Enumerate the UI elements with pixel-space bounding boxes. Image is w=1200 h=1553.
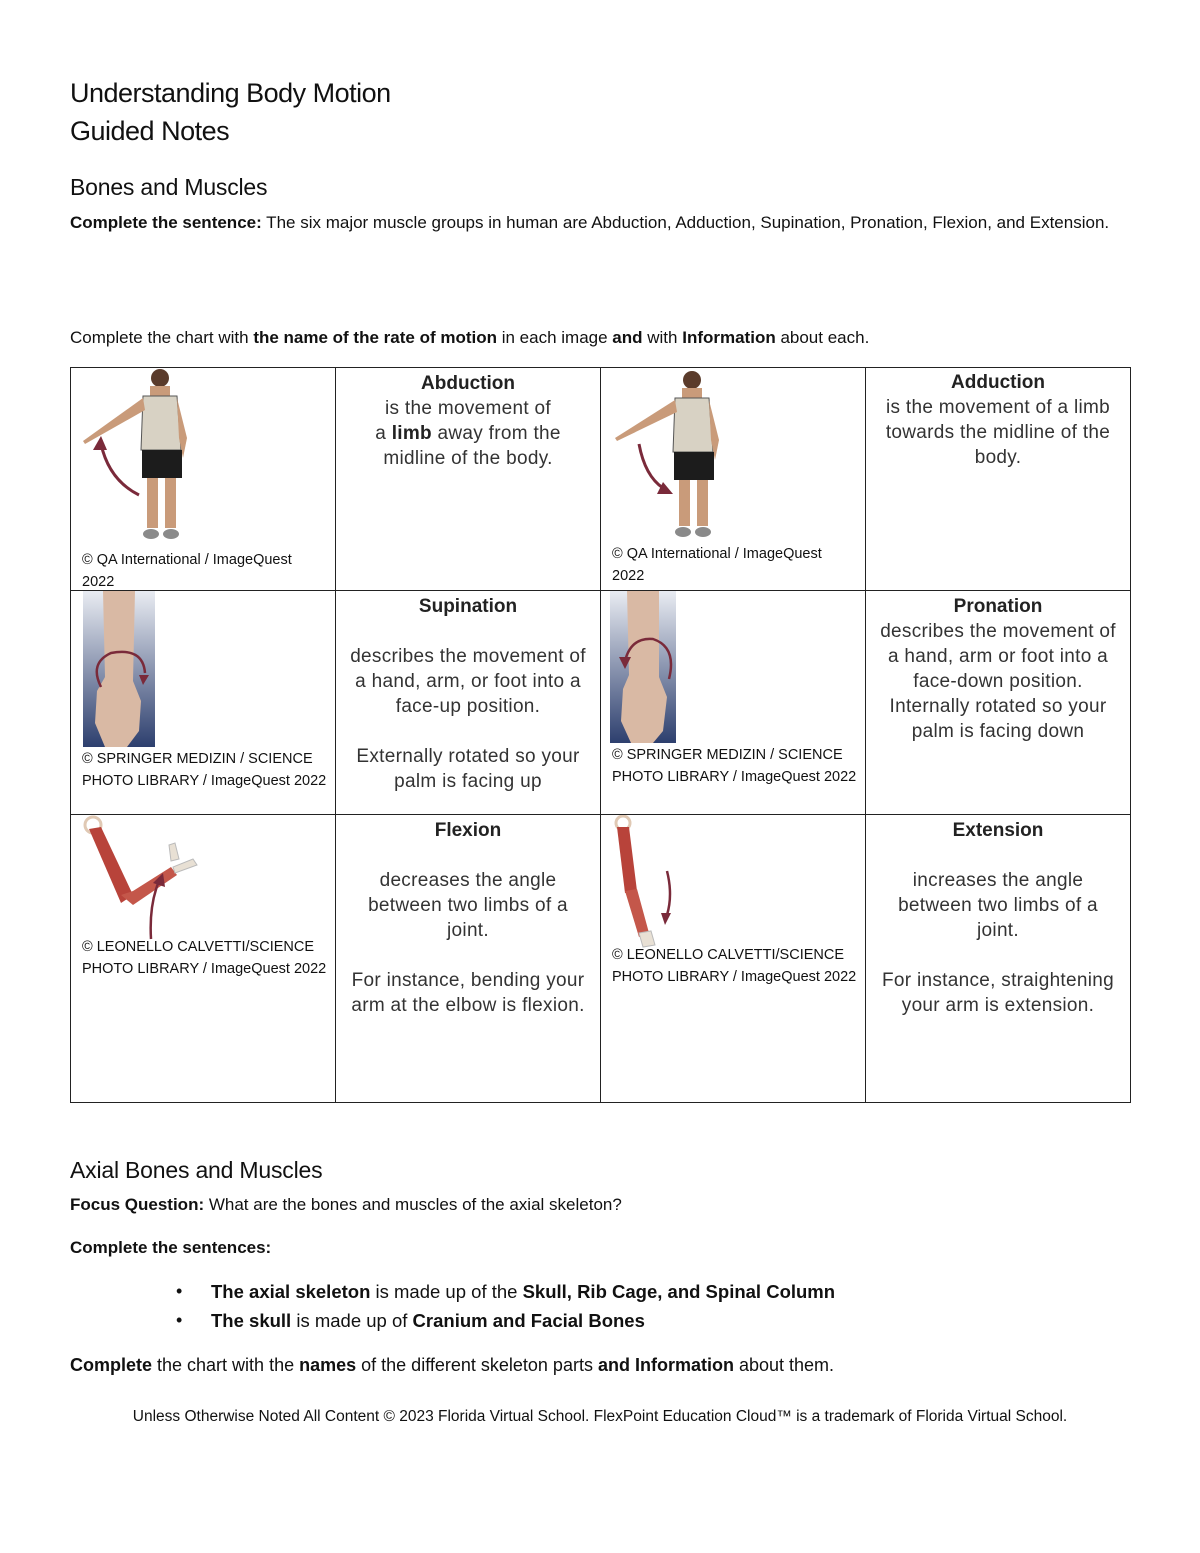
extension-image-cell <box>601 815 866 1103</box>
adduction-figure-image <box>601 368 863 544</box>
instr-text-3: with <box>642 328 683 347</box>
pronation-term: Pronation <box>953 596 1043 617</box>
pronation-image-credit: © SPRINGER MEDIZIN / SCIENCE PHOTO LIBRARY / ImageQuest 2022 <box>612 747 857 785</box>
flexion-description-cell <box>336 815 601 1103</box>
flexion-text-1: decreases the angle between two limbs of a joint. <box>368 870 568 941</box>
pronation-image-cell <box>601 591 866 815</box>
skeleton-chart-instructions <box>70 1351 1130 1380</box>
instr-text-4: about each. <box>775 328 870 347</box>
section-heading-bones-muscles: Bones and Muscles <box>70 174 268 200</box>
focus-question <box>70 1190 1130 1219</box>
abduction-line-2 <box>346 421 590 471</box>
flexion-arm-image <box>71 815 333 945</box>
complete-sentence-text: The six major muscle groups in human are Abduction, Adduction, Supination, Pronation, Flexion, and Extension. <box>261 213 1110 232</box>
abduction-line-2-bold: limb <box>391 423 432 444</box>
complete-sentences-label <box>70 1233 1130 1262</box>
title-line-1: Understanding Body Motion <box>70 78 391 108</box>
skel-instr-bold-2: names <box>299 1355 357 1375</box>
adduction-image-cell <box>601 368 866 591</box>
skel-instr-text-2: of the different skeleton parts <box>356 1355 598 1375</box>
supination-text-1: describes the movement of a hand, arm, or foot into a face-up position. <box>350 646 586 717</box>
body-motion-chart <box>70 367 1131 1103</box>
skel-instr-text-3: about them. <box>733 1355 835 1375</box>
abduction-line-2-post: away from the midline of the body. <box>383 423 561 469</box>
bullet-2-bold-2: Cranium and Facial Bones <box>412 1310 645 1331</box>
chart-row-supination-pronation <box>71 591 1131 815</box>
adduction-term: Adduction <box>951 372 1045 393</box>
supination-hand-image <box>71 591 333 751</box>
supination-image-credit: © SPRINGER MEDIZIN / SCIENCE PHOTO LIBRARY / ImageQuest 2022 <box>82 751 327 789</box>
supination-image-cell <box>71 591 336 815</box>
abduction-description-cell <box>336 368 601 591</box>
abduction-figure-image <box>71 368 333 548</box>
document-title <box>70 74 391 150</box>
bullet-2-text: is made up of <box>291 1310 413 1331</box>
instr-bold-1: the name of the rate of motion <box>253 328 497 347</box>
complete-sentence-label: Complete the sentence: <box>70 213 262 232</box>
axial-bullet-list <box>176 1277 835 1335</box>
page-footer: Unless Otherwise Noted All Content © 2023 Florida Virtual School. FlexPoint Education Cloud™ is a trademark of Florida Virtual School. <box>132 1408 1068 1425</box>
abduction-image-cell <box>71 368 336 591</box>
list-item <box>176 1277 835 1306</box>
skel-instr-bold-1: Complete <box>70 1355 153 1375</box>
extension-image-credit: © LEONELLO CALVETTI/SCIENCE PHOTO LIBRARY / ImageQuest 2022 <box>612 947 857 985</box>
instr-bold-3: Information <box>682 328 776 347</box>
focus-question-text: What are the bones and muscles of the axial skeleton? <box>204 1195 622 1214</box>
bullet-1-text: is made up of the <box>370 1281 523 1302</box>
chart-row-flexion-extension <box>71 815 1131 1103</box>
extension-arm-image <box>601 815 863 953</box>
bullet-1-bold-2: Skull, Rib Cage, and Spinal Column <box>522 1281 836 1302</box>
extension-term: Extension <box>952 820 1044 841</box>
abduction-line-2-pre: a <box>375 423 392 444</box>
adduction-image-credit: © QA International / ImageQuest 2022 <box>612 546 822 584</box>
bullet-2-bold-1: The skull <box>211 1310 292 1331</box>
instr-text-1: Complete the chart with <box>70 328 254 347</box>
adduction-text: is the movement of a limb towards the midline of the body. <box>885 397 1111 468</box>
adduction-description-cell <box>866 368 1131 591</box>
complete-sentences-label-text: Complete the sentences: <box>70 1238 272 1257</box>
instr-text-2: in each image <box>497 328 613 347</box>
instr-bold-2: and <box>612 328 643 347</box>
flexion-image-credit: © LEONELLO CALVETTI/SCIENCE PHOTO LIBRARY / ImageQuest 2022 <box>82 939 327 977</box>
flexion-image-cell <box>71 815 336 1103</box>
supination-text-2: Externally rotated so your palm is facing up <box>356 746 580 792</box>
list-item <box>176 1306 835 1335</box>
extension-text-2: For instance, straightening your arm is extension. <box>882 970 1114 1016</box>
focus-question-label: Focus Question: <box>70 1195 205 1214</box>
bullet-1-bold-1: The axial skeleton <box>211 1281 371 1302</box>
chart-row-abduction-adduction <box>71 368 1131 591</box>
pronation-text-2: Internally rotated so your palm is facing down <box>889 696 1107 742</box>
pronation-text-1: describes the movement of a hand, arm or foot into a face-down position. <box>880 621 1116 692</box>
flexion-term: Flexion <box>434 820 502 841</box>
extension-text-1: increases the angle between two limbs of a joint. <box>898 870 1098 941</box>
skel-instr-text-1: the chart with the <box>152 1355 300 1375</box>
extension-description-cell <box>866 815 1131 1103</box>
section-heading-axial: Axial Bones and Muscles <box>70 1157 323 1183</box>
supination-term: Supination <box>418 596 518 617</box>
chart-instructions <box>70 323 1130 352</box>
abduction-term: Abduction <box>421 373 515 394</box>
skel-instr-bold-3: and Information <box>597 1355 734 1375</box>
pronation-description-cell <box>866 591 1131 815</box>
title-line-2: Guided Notes <box>70 116 230 146</box>
complete-sentence-paragraph <box>70 208 1130 237</box>
abduction-line-1: is the movement of <box>385 398 551 419</box>
pronation-hand-image <box>601 591 863 745</box>
supination-description-cell <box>336 591 601 815</box>
abduction-image-credit: © QA International / ImageQuest 2022 <box>82 552 292 590</box>
flexion-text-2: For instance, bending your arm at the elbow is flexion. <box>351 970 585 1016</box>
